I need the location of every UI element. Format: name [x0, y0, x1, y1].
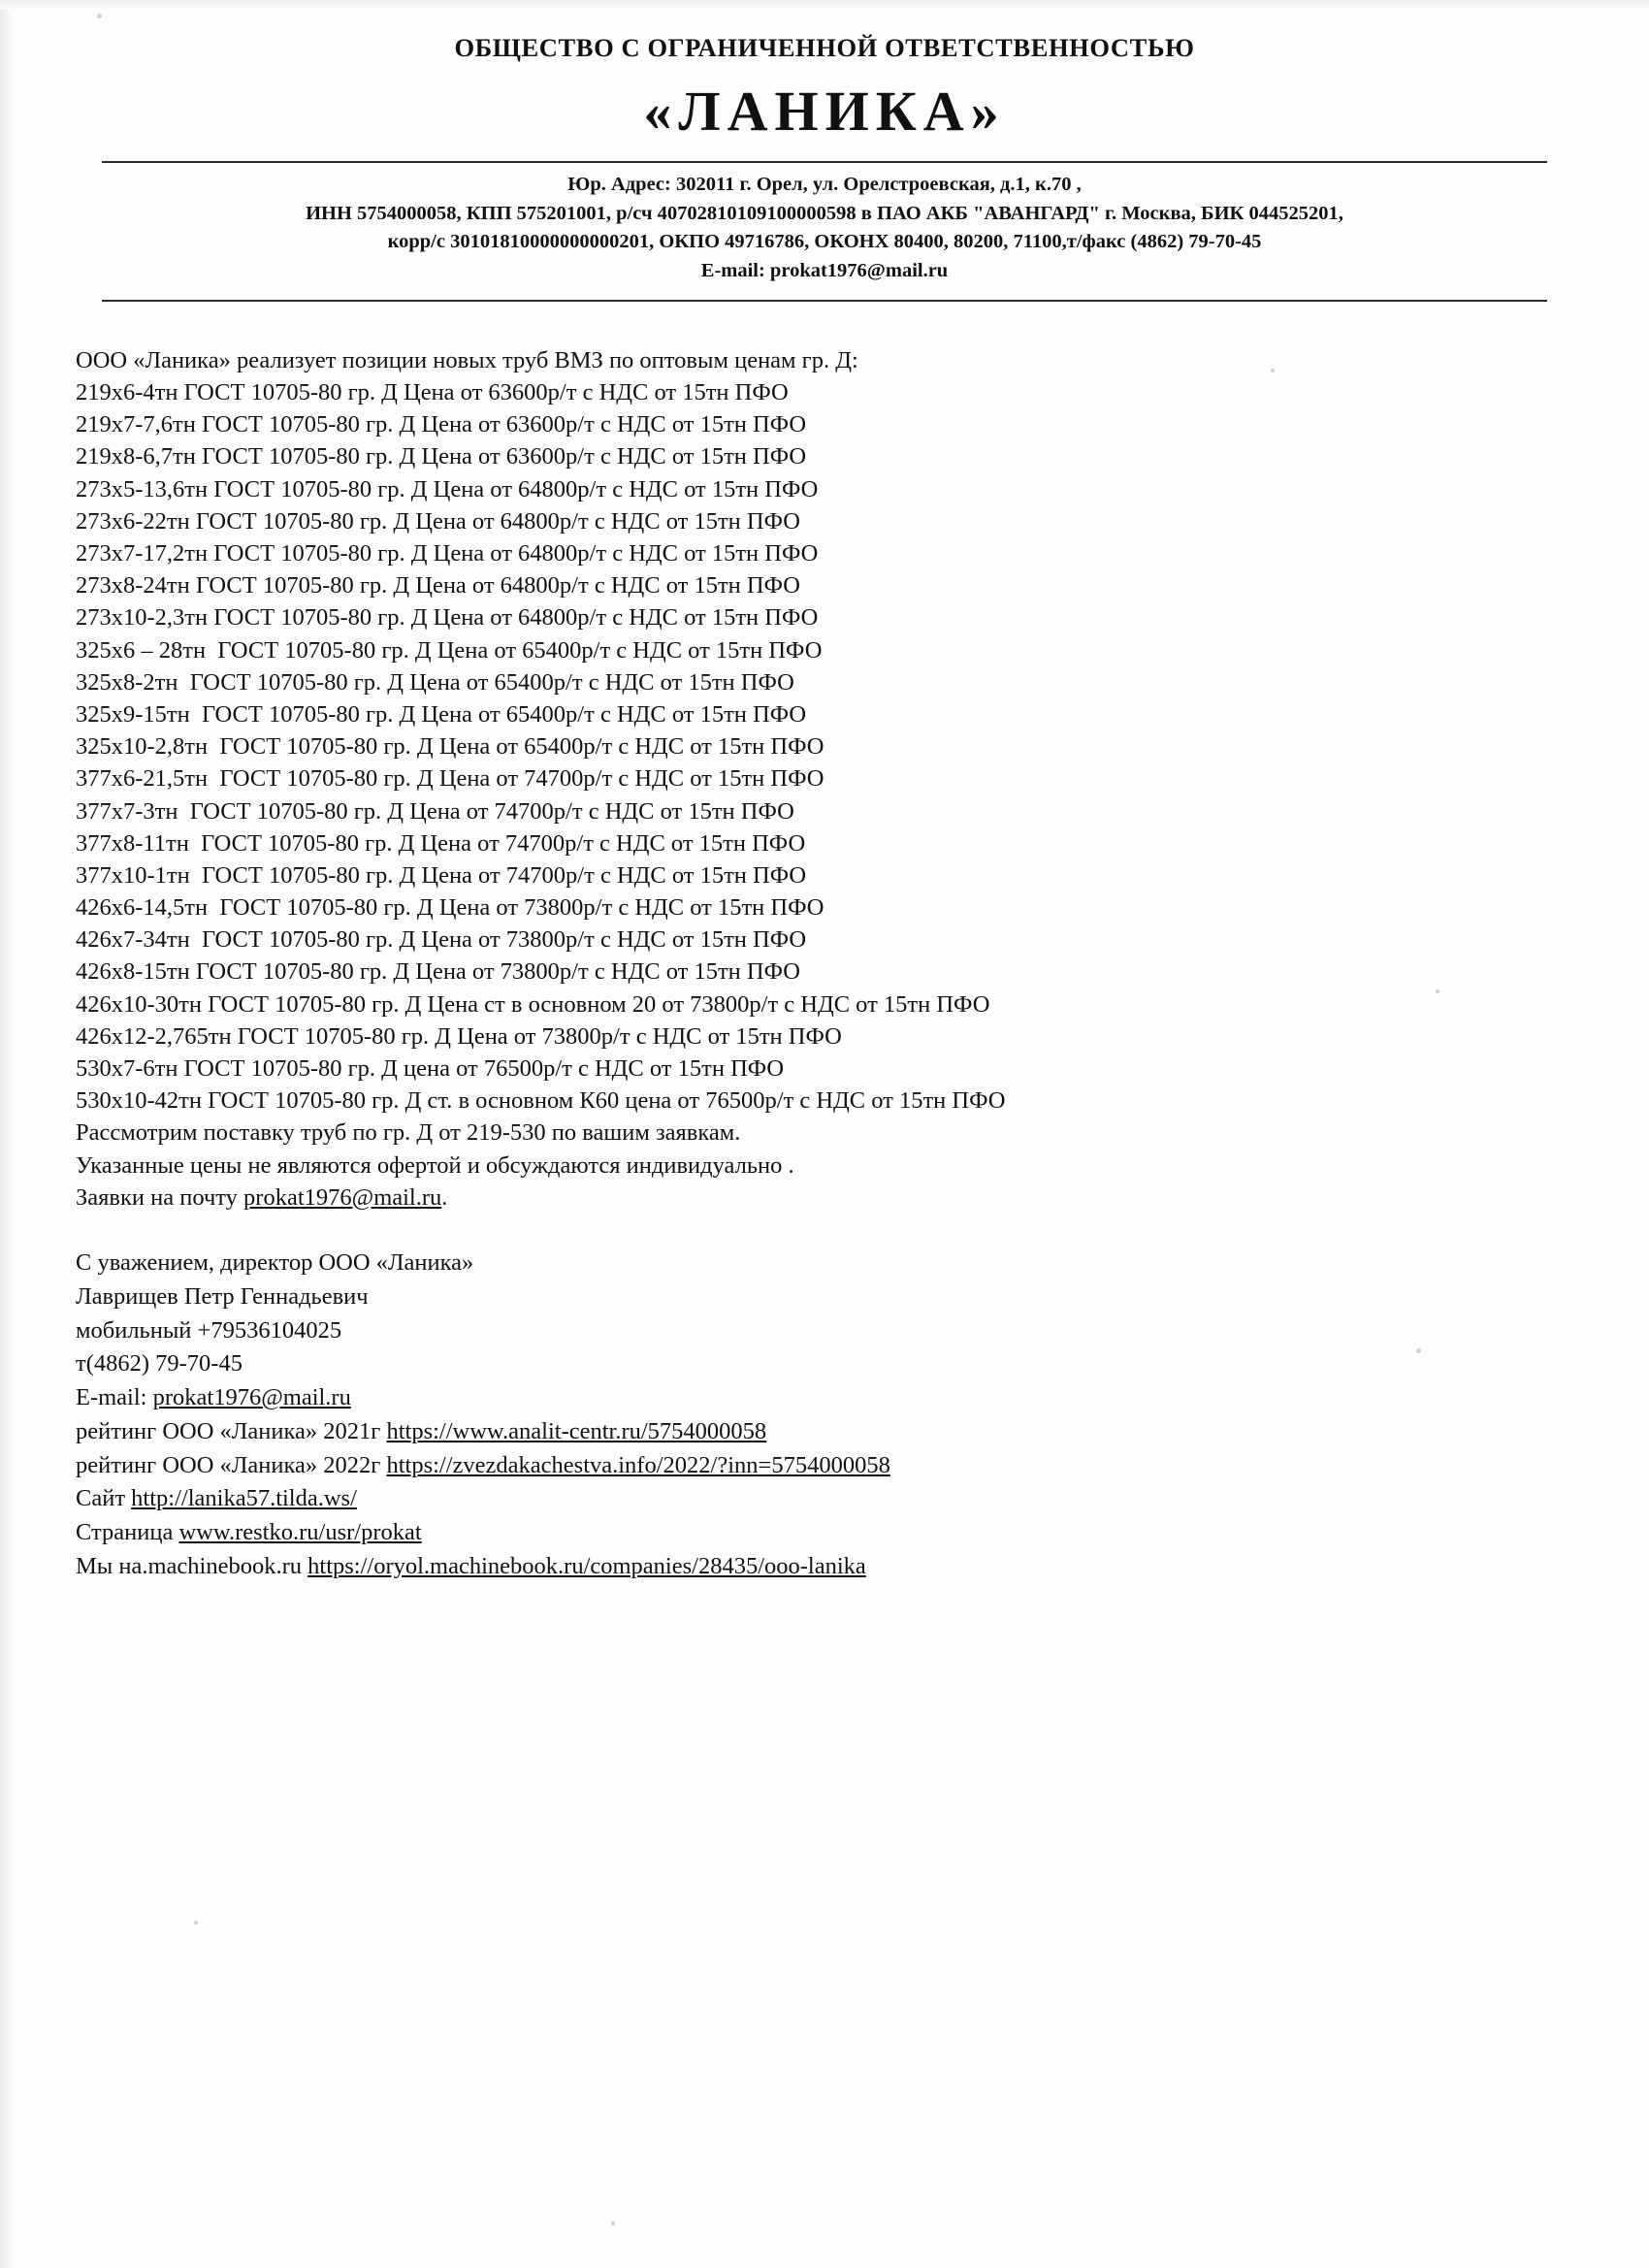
signature-name: Лаврищев Петр Геннадьевич [76, 1282, 369, 1310]
note-requests-suffix: . [441, 1183, 448, 1211]
price-item: 426х7-34тн ГОСТ 10705-80 гр. Д Цена от 73800р/т с НДС от 15тн ПФО [76, 926, 807, 954]
rating-2022-row [76, 1449, 1591, 1483]
page-label: Страница [76, 1519, 179, 1546]
price-item: 377х7-3тн ГОСТ 10705-80 гр. Д Цена от 74700р/т с НДС от 15тн ПФО [76, 797, 794, 825]
price-item: 530х7-6тн ГОСТ 10705-80 гр. Д цена от 76500р/т с НДС от 15тн ПФО [76, 1055, 785, 1082]
machinebook-link[interactable]: https://oryol.machinebook.ru/companies/28435/ooo-lanika [307, 1552, 866, 1579]
price-item: 273х6-22тн ГОСТ 10705-80 гр. Д Цена от 64800р/т с НДС от 15тн ПФО [76, 507, 800, 535]
email-link[interactable]: prokat1976@mail.ru [243, 1183, 442, 1211]
signature-mobile: мобильный +79536104025 [76, 1316, 342, 1344]
machinebook-label: Мы на.machinebook.ru [76, 1552, 308, 1579]
signature-phone: т(4862) 79-70-45 [76, 1350, 242, 1377]
rating-2021-row [76, 1415, 1591, 1449]
price-item: 273х10-2,3тн ГОСТ 10705-80 гр. Д Цена от 64800р/т с НДС от 15тн ПФО [76, 604, 819, 632]
price-item: 325х8-2тн ГОСТ 10705-80 гр. Д Цена от 65400р/т с НДС от 15тн ПФО [76, 668, 794, 696]
company-name: «ЛАНИКА» [643, 80, 1006, 143]
price-item: 426х6-14,5тн ГОСТ 10705-80 гр. Д Цена от 73800р/т с НДС от 15тн ПФО [76, 894, 824, 922]
price-item: 426х8-15тн ГОСТ 10705-80 гр. Д Цена от 73800р/т с НДС от 15тн ПФО [76, 958, 800, 986]
price-item: 219х8-6,7тн ГОСТ 10705-80 гр. Д Цена от 63600р/т с НДС от 15тн ПФО [76, 443, 807, 470]
note-requests-prefix: Заявки на почту [76, 1183, 244, 1211]
requisite-address: Юр. Адрес: 302011 г. Орел, ул. Орелстроевская, д.1, к.70 , [567, 174, 1082, 195]
scan-edge-top [0, 0, 1649, 10]
note-supply: Рассмотрим поставку труб по гр. Д от 219-530 по вашим заявкам. [76, 1119, 741, 1147]
price-item: 219х7-7,6тн ГОСТ 10705-80 гр. Д Цена от 63600р/т с НДС от 15тн ПФО [76, 411, 807, 438]
scan-edge-left [0, 0, 14, 2268]
company-type: ОБЩЕСТВО С ОГРАНИЧЕННОЙ ОТВЕТСТВЕННОСТЬЮ [454, 33, 1195, 62]
document-body [0, 344, 1649, 1584]
scan-speck [1271, 369, 1275, 373]
price-item: 377х6-21,5тн ГОСТ 10705-80 гр. Д Цена от 74700р/т с НДС от 15тн ПФО [76, 765, 824, 793]
signature-email-label: E-mail: [76, 1384, 153, 1411]
letterhead [0, 0, 1649, 302]
rating-2021-link[interactable]: https://www.analit-centr.ru/5754000058 [386, 1417, 767, 1444]
price-item: 219х6-4тн ГОСТ 10705-80 гр. Д Цена от 63600р/т с НДС от 15тн ПФО [76, 379, 789, 406]
scan-speck [1416, 1348, 1421, 1353]
page-row [76, 1516, 1591, 1550]
price-item: 377х10-1тн ГОСТ 10705-80 гр. Д Цена от 74700р/т с НДС от 15тн ПФО [76, 861, 807, 889]
note-requests [76, 1182, 1591, 1214]
price-item: 273х5-13,6тн ГОСТ 10705-80 гр. Д Цена от 64800р/т с НДС от 15тн ПФО [76, 475, 819, 502]
page-link[interactable]: www.restko.ru/usr/prokat [178, 1519, 422, 1546]
rating-2022-label: рейтинг ООО «Ланика» 2022г [76, 1451, 381, 1478]
signature-gap [76, 1214, 1591, 1247]
company-requisites [0, 163, 1649, 286]
site-link[interactable]: http://lanika57.tilda.ws/ [131, 1485, 357, 1512]
rating-2021-label: рейтинг ООО «Ланика» 2021г [76, 1417, 387, 1444]
scan-speck [97, 14, 102, 18]
rating-2022-link[interactable]: https://zvezdakachestva.info/2022/?inn=5754000058 [386, 1451, 890, 1478]
header-divider-bottom [102, 300, 1547, 302]
signature-email-row [76, 1381, 1591, 1415]
price-item: 377х8-11тн ГОСТ 10705-80 гр. Д Цена от 74700р/т с НДС от 15тн ПФО [76, 829, 806, 857]
note-offer-disclaimer: Указанные цены не являются офертой и обсуждаются индивидуально . [76, 1151, 794, 1179]
scan-speck [611, 2221, 615, 2225]
machinebook-row [76, 1550, 1591, 1584]
price-item: 530х10-42тн ГОСТ 10705-80 гр. Д ст. в основном К60 цена от 76500р/т с НДС от 15тн ПФО [76, 1087, 1006, 1115]
site-label: Сайт [76, 1485, 132, 1512]
requisite-korr-okpo: корр/с 30101810000000000201, ОКПО 49716786, ОКОНХ 80400, 80200, 71100,т/факс (4862) 79-70-45 [387, 231, 1262, 253]
intro-line: ООО «Ланика» реализует позиции новых труб ВМЗ по оптовым ценам гр. Д: [76, 346, 858, 373]
price-item: 325х10-2,8тн ГОСТ 10705-80 гр. Д Цена от 65400р/т с НДС от 15тн ПФО [76, 733, 824, 761]
price-item: 325х6 – 28тн ГОСТ 10705-80 гр. Д Цена от 65400р/т с НДС от 15тн ПФО [76, 636, 823, 664]
signature-greeting: С уважением, директор ООО «Ланика» [76, 1248, 474, 1276]
price-item: 325х9-15тн ГОСТ 10705-80 гр. Д Цена от 65400р/т с НДС от 15тн ПФО [76, 700, 807, 728]
price-item: 273х8-24тн ГОСТ 10705-80 гр. Д Цена от 64800р/т с НДС от 15тн ПФО [76, 572, 800, 599]
scan-speck [1436, 989, 1439, 993]
site-row [76, 1482, 1591, 1516]
price-item: 273х7-17,2тн ГОСТ 10705-80 гр. Д Цена от 64800р/т с НДС от 15тн ПФО [76, 540, 819, 567]
signature-email-link[interactable]: prokat1976@mail.ru [152, 1384, 351, 1411]
price-item: 426х10-30тн ГОСТ 10705-80 гр. Д Цена ст в основном 20 от 73800р/т с НДС от 15тн ПФО [76, 990, 990, 1018]
price-item: 426х12-2,765тн ГОСТ 10705-80 гр. Д Цена от 73800р/т с НДС от 15тн ПФО [76, 1022, 842, 1050]
scan-speck [194, 1921, 198, 1925]
requisite-email: E-mail: prokat1976@mail.ru [700, 260, 949, 282]
requisite-inn-kpp: ИНН 5754000058, КПП 575201001, р/сч 40702810109100000598 в ПАО АКБ "АВАНГАРД" г. Москва, БИК 044525201, [306, 202, 1343, 224]
